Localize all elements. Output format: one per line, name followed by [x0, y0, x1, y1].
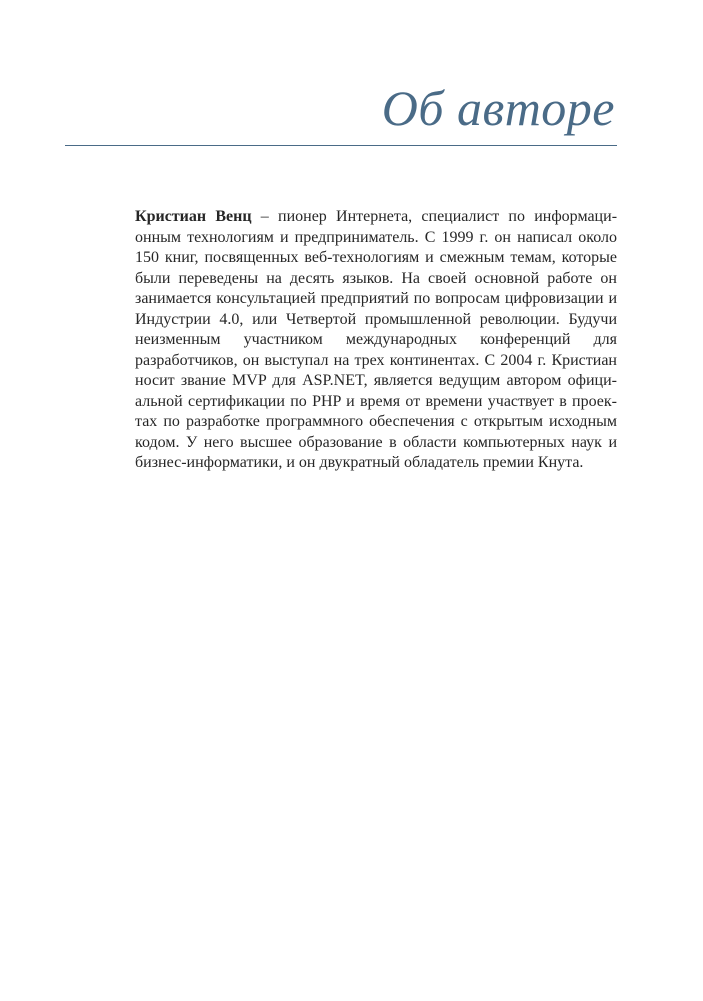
author-name: Кристиан Венц: [135, 208, 252, 225]
author-bio-text: – пионер Интернета, специалист по информационным технологиям и предприниматель. С 1999 г. он написал около 150 книг, посвященных веб-технологиям и смежным темам, которые были переведены на десять языков. На своей основной работе он занимается консультацией предприятий по вопросам цифровизации и Индустрии 4.0, или Четвертой промышленной революции. Будучи неизменным участником международных конференций для разработчиков, он выступал на трех континентах. С 2004 г. Кристиан носит звание MVP для ASP.NET, является ведущим автором официальной сертификации по PHP и время от времени участвует в проектах по разработке программного обеспечения с открытым исходным кодом. У него высшее образование в области компьютерных наук и бизнес-информатики, и он двукратный обладатель премии Кнута.: [135, 208, 618, 471]
title-divider: [65, 145, 617, 146]
page-title: Об авторе: [381, 80, 615, 136]
author-bio: [135, 207, 617, 474]
